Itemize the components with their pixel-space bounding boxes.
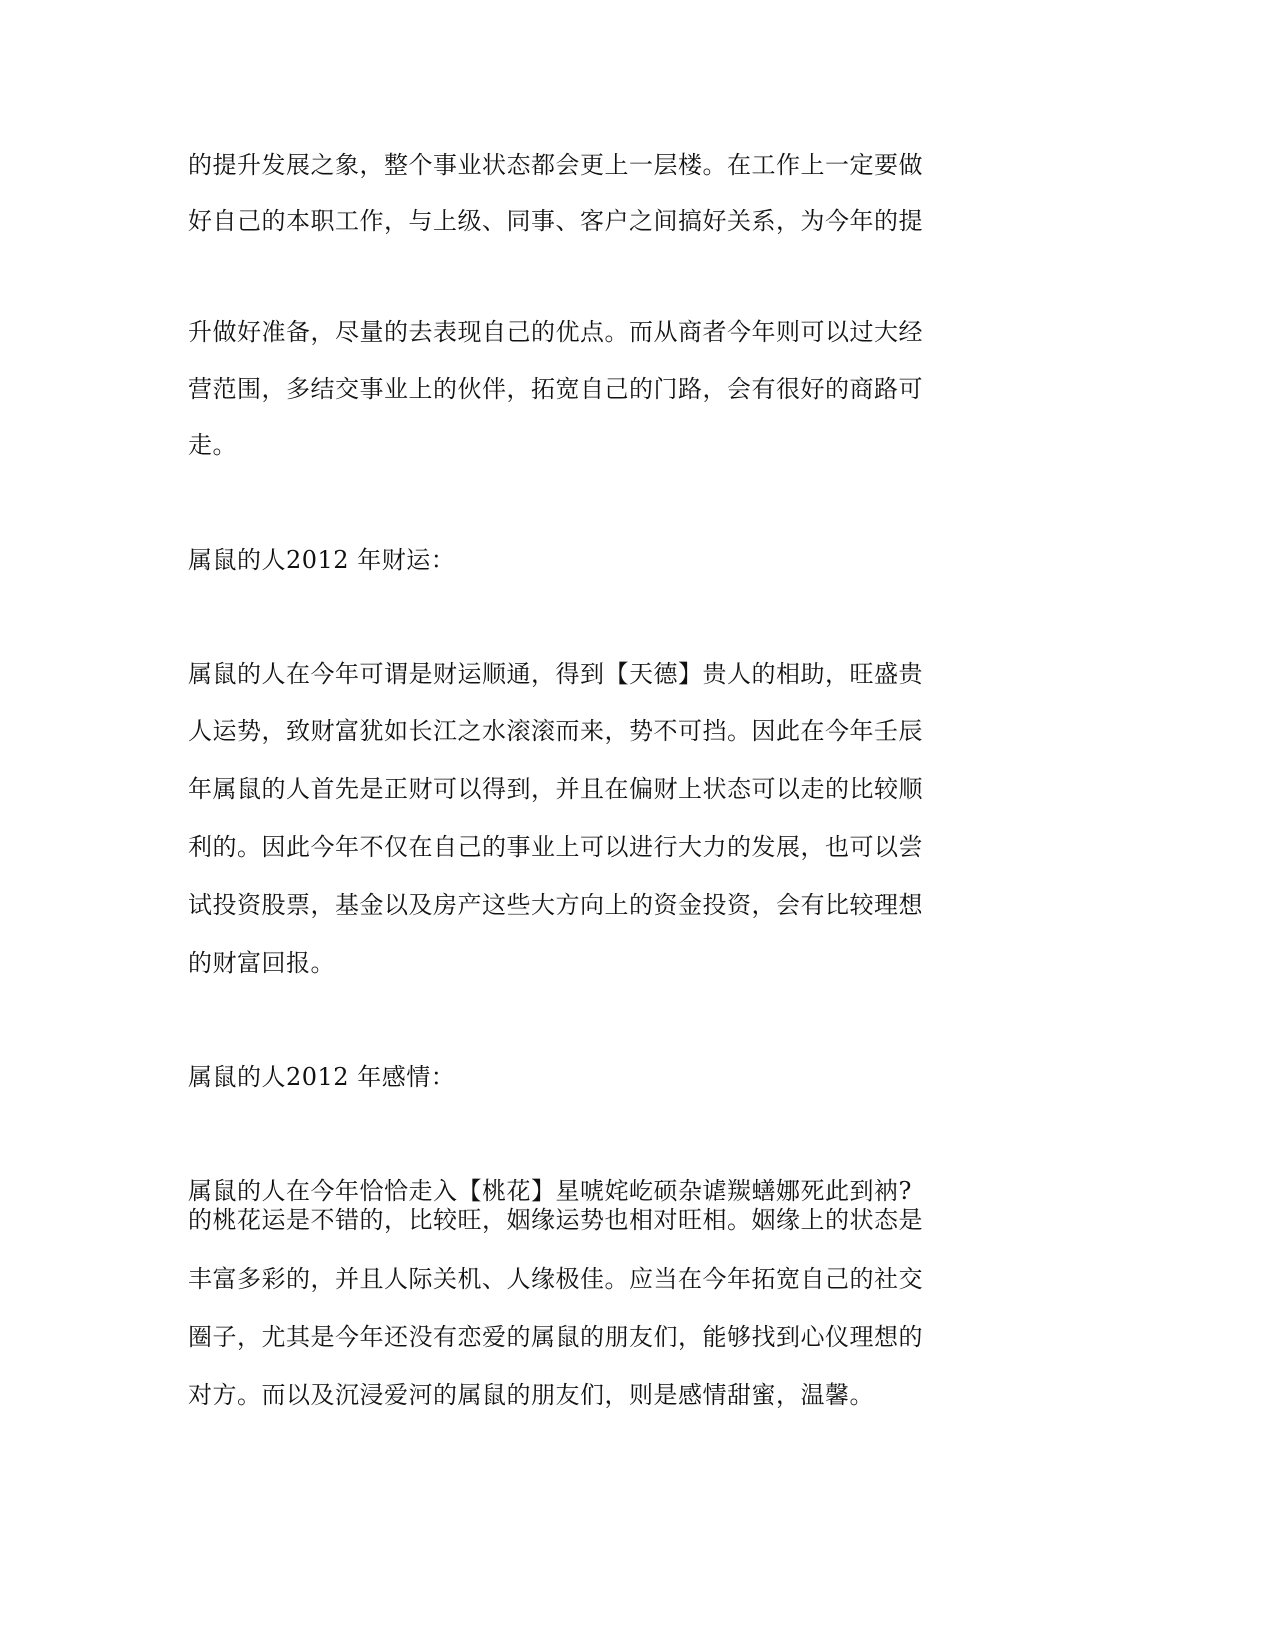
paragraph-line: 年属鼠的人首先是正财可以得到，并且在偏财上状态可以走的比较顺 — [188, 775, 923, 803]
paragraph-line: 人运势，致财富犹如长江之水滚滚而来，势不可挡。因此在今年壬辰 — [188, 717, 923, 745]
paragraph-line: 升做好准备，尽量的去表现自己的优点。而从商者今年则可以过大经 — [188, 318, 923, 346]
paragraph-line: 走。 — [188, 431, 237, 459]
paragraph-line: 丰富多彩的，并且人际关机、人缘极佳。应当在今年拓宽自己的社交 — [188, 1265, 923, 1293]
section-heading-wealth: 属鼠的人2012 年财运： — [188, 546, 456, 574]
paragraph-line: 好自己的本职工作，与上级、同事、客户之间搞好关系，为今年的提 — [188, 207, 923, 235]
paragraph-line: 的桃花运是不错的，比较旺，姻缘运势也相对旺相。姻缘上的状态是 — [188, 1206, 923, 1234]
paragraph-line: 营范围，多结交事业上的伙伴，拓宽自己的门路，会有很好的商路可 — [188, 375, 923, 403]
paragraph-line: 属鼠的人在今年可谓是财运顺通，得到【天德】贵人的相助，旺盛贵 — [188, 660, 923, 688]
paragraph-line: 利的。因此今年不仅在自己的事业上可以进行大力的发展，也可以尝 — [188, 833, 923, 861]
paragraph-line: 的提升发展之象，整个事业状态都会更上一层楼。在工作上一定要做 — [188, 151, 923, 179]
paragraph-line: 试投资股票，基金以及房产这些大方向上的资金投资，会有比较理想 — [188, 891, 923, 919]
paragraph-line: 圈子，尤其是今年还没有恋爱的属鼠的朋友们，能够找到心仪理想的 — [188, 1323, 923, 1351]
section-heading-love: 属鼠的人2012 年感情： — [188, 1063, 456, 1091]
paragraph-line: 属鼠的人在今年恰恰走入【桃花】星唬姹屹硕杂谑羰蟮娜死此到衲? — [188, 1177, 912, 1205]
paragraph-line: 的财富回报。 — [188, 949, 335, 977]
paragraph-line: 对方。而以及沉浸爱河的属鼠的朋友们，则是感情甜蜜，温馨。 — [188, 1381, 874, 1409]
